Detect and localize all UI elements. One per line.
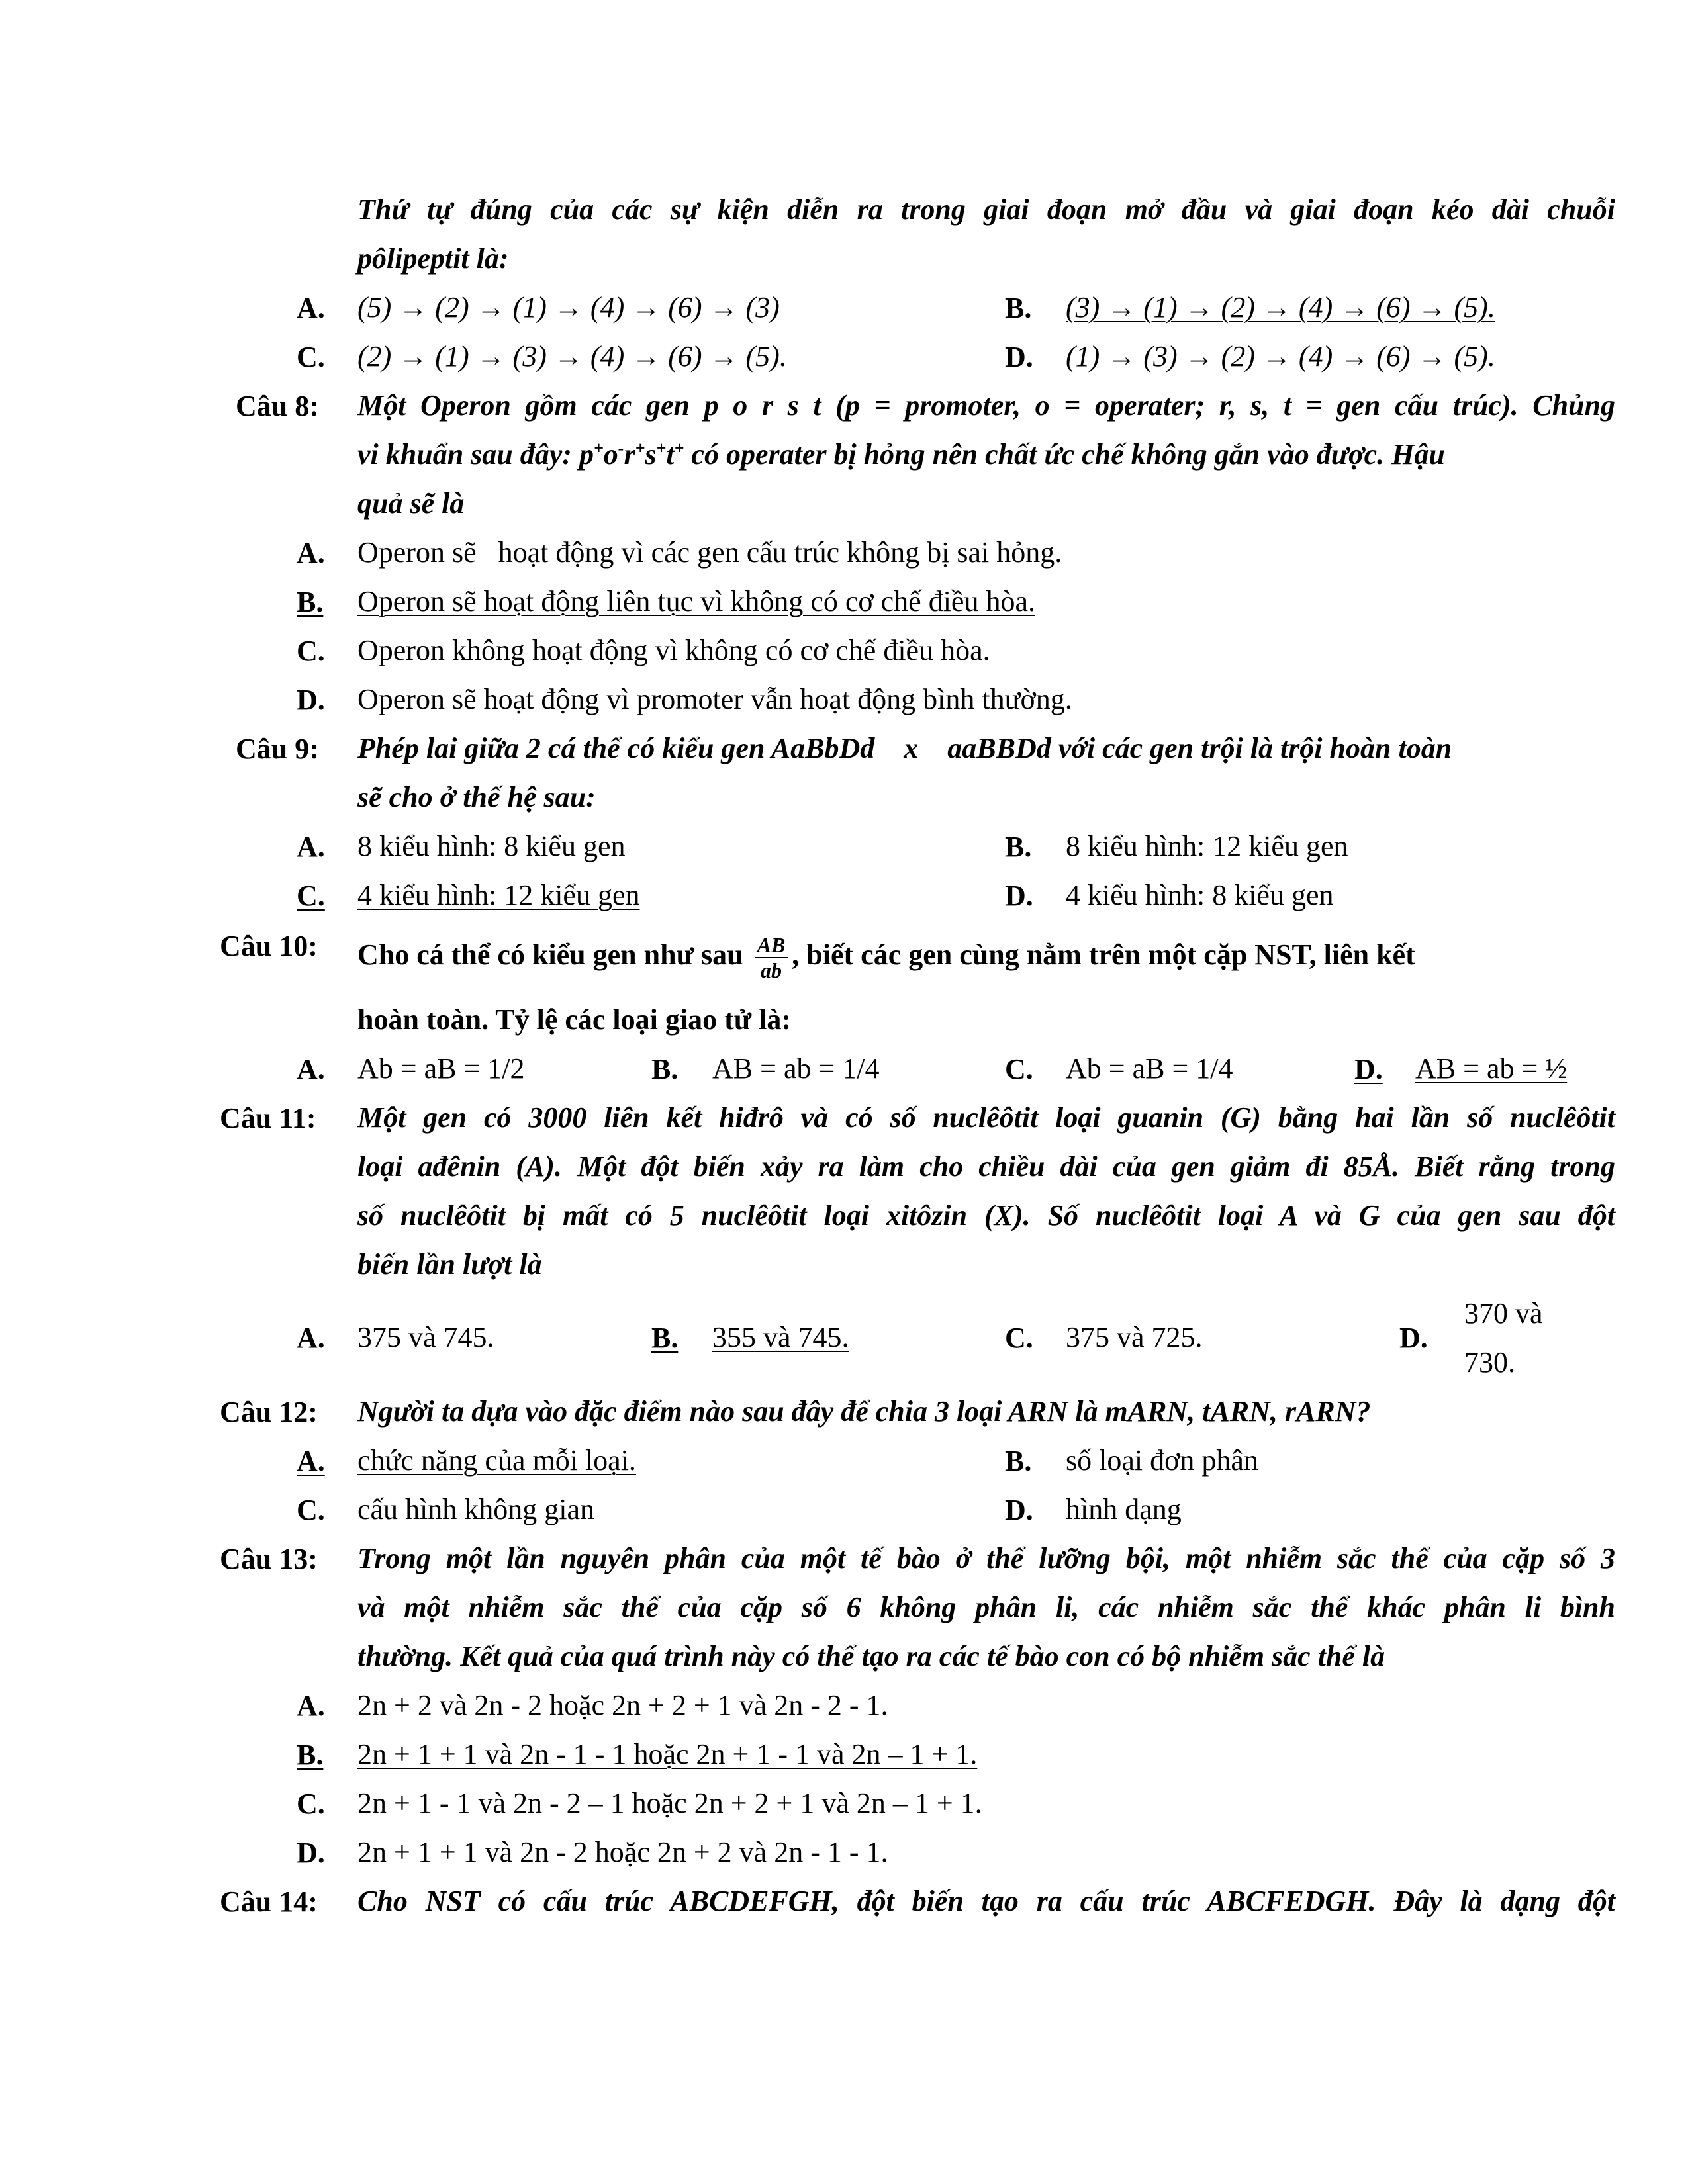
option-text: Ab = aB = 1/2 xyxy=(357,1052,525,1085)
option-label-correct: A. xyxy=(297,1445,325,1477)
question-number: Câu 11: xyxy=(220,1102,316,1134)
genotype-fraction xyxy=(755,934,788,981)
option-label-correct: B. xyxy=(651,1322,679,1354)
option-text: 2n + 1 - 1 và 2n - 2 – 1 hoặc 2n + 2 + 1 và 2n – 1 + 1. xyxy=(357,1787,982,1819)
option-text-line-2: 730. xyxy=(1464,1346,1515,1379)
question-number: Câu 12: xyxy=(220,1396,318,1428)
option-label: C. xyxy=(297,1494,325,1526)
question-number: Câu 13: xyxy=(220,1543,318,1575)
option-text: (5) → (2) → (1) → (4) → (6) → (3) xyxy=(357,291,780,324)
question-8-stem-line-1: Một Operon gồm các gen p o r s t (p = promoter, o = operater; r, s, t = gen cấu trúc). Chủng xyxy=(357,389,1615,422)
question-9-stem-line-2: sẽ cho ở thế hệ sau: xyxy=(357,781,596,813)
option-label: D. xyxy=(1005,880,1033,912)
question-9-stem-line-1: Phép lai giữa 2 cá thể có kiểu gen AaBbDd x aaBBDd với các gen trội là trội hoàn toàn xyxy=(357,732,1452,764)
question-14-stem-line-1: Cho NST có cấu trúc ABCDEFGH, đột biến tạo ra cấu trúc ABCFEDGH. Đây là dạng đột xyxy=(357,1885,1615,1917)
question-7-stem-line-2: pôlipeptit là: xyxy=(357,242,509,275)
option-text-correct: Operon sẽ hoạt động liên tục vì không có cơ chế điều hòa. xyxy=(357,585,1035,617)
stem-text-pre: Cho cá thể có kiểu gen như sau xyxy=(357,938,743,972)
option-label: C. xyxy=(1005,1053,1033,1085)
option-text: 2n + 2 và 2n - 2 hoặc 2n + 2 + 1 và 2n - 2 - 1. xyxy=(357,1689,888,1721)
option-label: B. xyxy=(651,1053,679,1085)
option-label: A. xyxy=(297,831,325,863)
question-11-stem-line-2: loại ađênin (A). Một đột biến xảy ra làm cho chiều dài của gen giảm đi 85Å. Biết rằng trong xyxy=(357,1150,1615,1183)
question-12-stem-line-1: Người ta dựa vào đặc điểm nào sau đây để chia 3 loại ARN là mARN, tARN, rARN? xyxy=(357,1395,1371,1428)
option-text: số loại đơn phân xyxy=(1066,1444,1258,1477)
option-label: D. xyxy=(1399,1322,1428,1354)
option-label: D. xyxy=(297,1837,325,1869)
option-text: 375 và 745. xyxy=(357,1321,494,1353)
option-text: cấu hình không gian xyxy=(357,1493,595,1525)
option-label: C. xyxy=(297,635,325,667)
option-text-correct: 2n + 1 + 1 và 2n - 1 - 1 hoặc 2n + 1 - 1 và 2n – 1 + 1. xyxy=(357,1738,978,1770)
question-13-stem-line-2: và một nhiễm sắc thể của cặp số 6 không phân li, các nhiễm sắc thể khác phân li bình xyxy=(357,1591,1615,1623)
option-text-correct: chức năng của mỗi loại. xyxy=(357,1444,636,1477)
option-label: A. xyxy=(297,1053,325,1085)
option-label: A. xyxy=(297,1690,325,1722)
option-label: C. xyxy=(297,341,325,373)
option-label: A. xyxy=(297,292,325,324)
question-11-stem-line-1: Một gen có 3000 liên kết hiđrô và có số nuclêôtit loại guanin (G) bằng hai lần số nuclêôtit xyxy=(357,1101,1615,1134)
question-number: Câu 8: xyxy=(236,390,319,422)
option-label-correct: B. xyxy=(297,586,324,618)
question-11-stem-line-4: biến lần lượt là xyxy=(357,1248,542,1281)
option-text: Operon sẽ hoạt động vì các gen cấu trúc không bị sai hỏng. xyxy=(357,536,1062,569)
option-text: 8 kiểu hình: 12 kiểu gen xyxy=(1066,830,1348,862)
option-label: B. xyxy=(1005,831,1032,863)
question-11-stem-line-3: số nuclêôtit bị mất có 5 nuclêôtit loại xitôzin (X). Số nuclêôtit loại A và G của gen sau đột xyxy=(357,1199,1615,1232)
option-text-correct: 4 kiểu hình: 12 kiểu gen xyxy=(357,879,640,911)
fraction-numerator: AB xyxy=(755,934,788,958)
option-label: C. xyxy=(297,1788,325,1820)
option-text: (1) → (3) → (2) → (4) → (6) → (5). xyxy=(1066,340,1495,373)
genotype-prefix: vi khuẩn sau đây: p xyxy=(357,438,594,471)
question-8-stem-line-2: vi khuẩn sau đây: p+o-r+s+t+ có operater bị hỏng nên chất ức chế không gắn vào được. Hậu xyxy=(357,438,1445,471)
question-number: Câu 10: xyxy=(220,930,318,962)
question-10-stem-line-2: hoàn toàn. Tỷ lệ các loại giao tử là: xyxy=(357,1003,792,1036)
option-label: A. xyxy=(297,537,325,569)
question-13-stem-line-3: thường. Kết quả của quá trình này có thể tạo ra các tế bào con có bộ nhiễm sắc thể là xyxy=(357,1640,1385,1672)
option-label: B. xyxy=(1005,1445,1032,1477)
option-label: C. xyxy=(1005,1322,1033,1354)
option-text: Ab = aB = 1/4 xyxy=(1066,1052,1233,1085)
option-text-line-1: 370 và xyxy=(1464,1297,1543,1330)
option-label: A. xyxy=(297,1322,325,1354)
option-label: B. xyxy=(1005,292,1032,324)
option-text-correct: AB = ab = ½ xyxy=(1415,1052,1568,1085)
option-text: 375 và 725. xyxy=(1066,1321,1203,1353)
option-label: D. xyxy=(1005,341,1033,373)
question-8-stem-line-3: quả sẽ là xyxy=(357,487,465,520)
question-13-stem-line-1: Trong một lần nguyên phân của một tế bào ở thể lưỡng bội, một nhiễm sắc thể của cặp số 3 xyxy=(357,1542,1615,1574)
question-number: Câu 14: xyxy=(220,1886,318,1918)
option-label: D. xyxy=(1005,1494,1033,1526)
option-label-correct: D. xyxy=(1354,1053,1383,1085)
option-text: Operon không hoạt động vì không có cơ chế điều hòa. xyxy=(357,634,990,666)
option-text-correct: 355 và 745. xyxy=(712,1321,849,1353)
question-7-stem-line-1: Thứ tự đúng của các sự kiện diễn ra trong giai đoạn mở đầu và giai đoạn kéo dài chuỗi xyxy=(357,193,1615,226)
question-10-stem-line-1 xyxy=(357,934,1615,981)
question-number: Câu 9: xyxy=(236,733,319,765)
genotype-suffix: có operater bị hỏng nên chất ức chế không gắn vào được. Hậu xyxy=(684,438,1445,471)
option-label-correct: B. xyxy=(297,1739,324,1771)
option-text: 4 kiểu hình: 8 kiểu gen xyxy=(1066,879,1334,911)
option-text: AB = ab = 1/4 xyxy=(712,1052,880,1085)
option-text: hình dạng xyxy=(1066,1493,1182,1525)
option-text-correct: (3) → (1) → (2) → (4) → (6) → (5). xyxy=(1066,291,1495,324)
fraction-denominator: ab xyxy=(760,958,782,982)
option-text: 8 kiểu hình: 8 kiểu gen xyxy=(357,830,626,862)
option-label-correct: C. xyxy=(297,880,325,912)
option-text: (2) → (1) → (3) → (4) → (6) → (5). xyxy=(357,340,787,373)
option-label: D. xyxy=(297,684,325,716)
option-text: Operon sẽ hoạt động vì promoter vẫn hoạt động bình thường. xyxy=(357,683,1072,715)
stem-text-post: , biết các gen cùng nằm trên một cặp NST, liên kết xyxy=(792,938,1415,972)
option-text: 2n + 1 + 1 và 2n - 2 hoặc 2n + 2 và 2n - 1 - 1. xyxy=(357,1836,888,1868)
